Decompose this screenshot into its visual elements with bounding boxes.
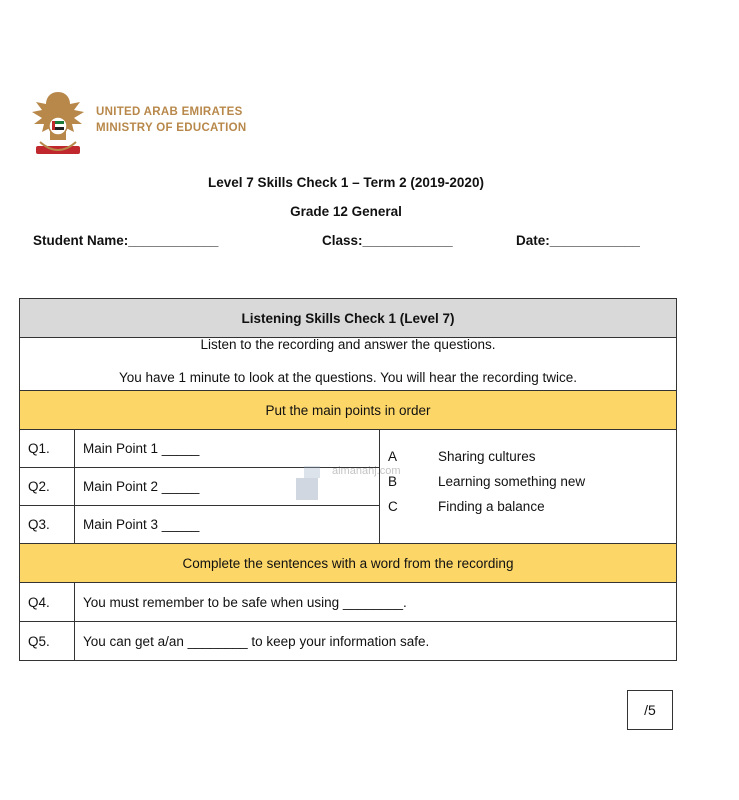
part1-heading: Put the main points in order	[20, 391, 677, 430]
question-number: Q3.	[20, 506, 75, 544]
option-text: Learning something new	[438, 474, 586, 489]
class-field: Class:____________	[322, 233, 453, 248]
option-c	[380, 494, 676, 519]
question-text: You can get a/an ________ to keep your information safe.	[75, 622, 677, 661]
question-text: Main Point 1 _____	[75, 430, 380, 468]
ministry-line-1: UNITED ARAB EMIRATES	[96, 106, 243, 118]
table-row	[20, 622, 677, 661]
question-number: Q4.	[20, 583, 75, 622]
instructions	[20, 338, 677, 391]
grade-subtitle: Grade 12 General	[290, 204, 402, 219]
option-b	[380, 469, 676, 494]
question-number: Q5.	[20, 622, 75, 661]
ministry-line-2: MINISTRY OF EDUCATION	[96, 122, 247, 134]
question-text: Main Point 2 _____	[75, 468, 380, 506]
uae-emblem-logo	[28, 88, 88, 164]
option-text: Sharing cultures	[438, 449, 536, 464]
section-heading: Listening Skills Check 1 (Level 7)	[20, 299, 677, 338]
option-text: Finding a balance	[438, 499, 545, 514]
table-row	[20, 583, 677, 622]
watermark-logo	[292, 458, 422, 528]
question-number: Q2.	[20, 468, 75, 506]
question-text: You must remember to be safe when using ________.	[75, 583, 677, 622]
watermark-text: almanahj.com	[332, 465, 401, 477]
instruction-line-1: Listen to the recording and answer the questions.	[200, 337, 496, 352]
score-box: /5	[627, 690, 673, 730]
date-field: Date:____________	[516, 233, 640, 248]
question-number: Q1.	[20, 430, 75, 468]
option-letter: A	[388, 449, 398, 464]
document-title: Level 7 Skills Check 1 – Term 2 (2019-2020)	[208, 175, 484, 190]
options-list	[380, 430, 677, 544]
question-text: Main Point 3 _____	[75, 506, 380, 544]
student-name-field: Student Name:____________	[33, 233, 219, 248]
part2-heading: Complete the sentences with a word from the recording	[20, 544, 677, 583]
option-a	[380, 444, 676, 469]
option-letter: C	[388, 499, 398, 514]
instruction-line-2: You have 1 minute to look at the questions. You will hear the recording twice.	[118, 370, 578, 385]
option-letter: B	[388, 474, 398, 489]
ministry-name	[96, 104, 246, 136]
